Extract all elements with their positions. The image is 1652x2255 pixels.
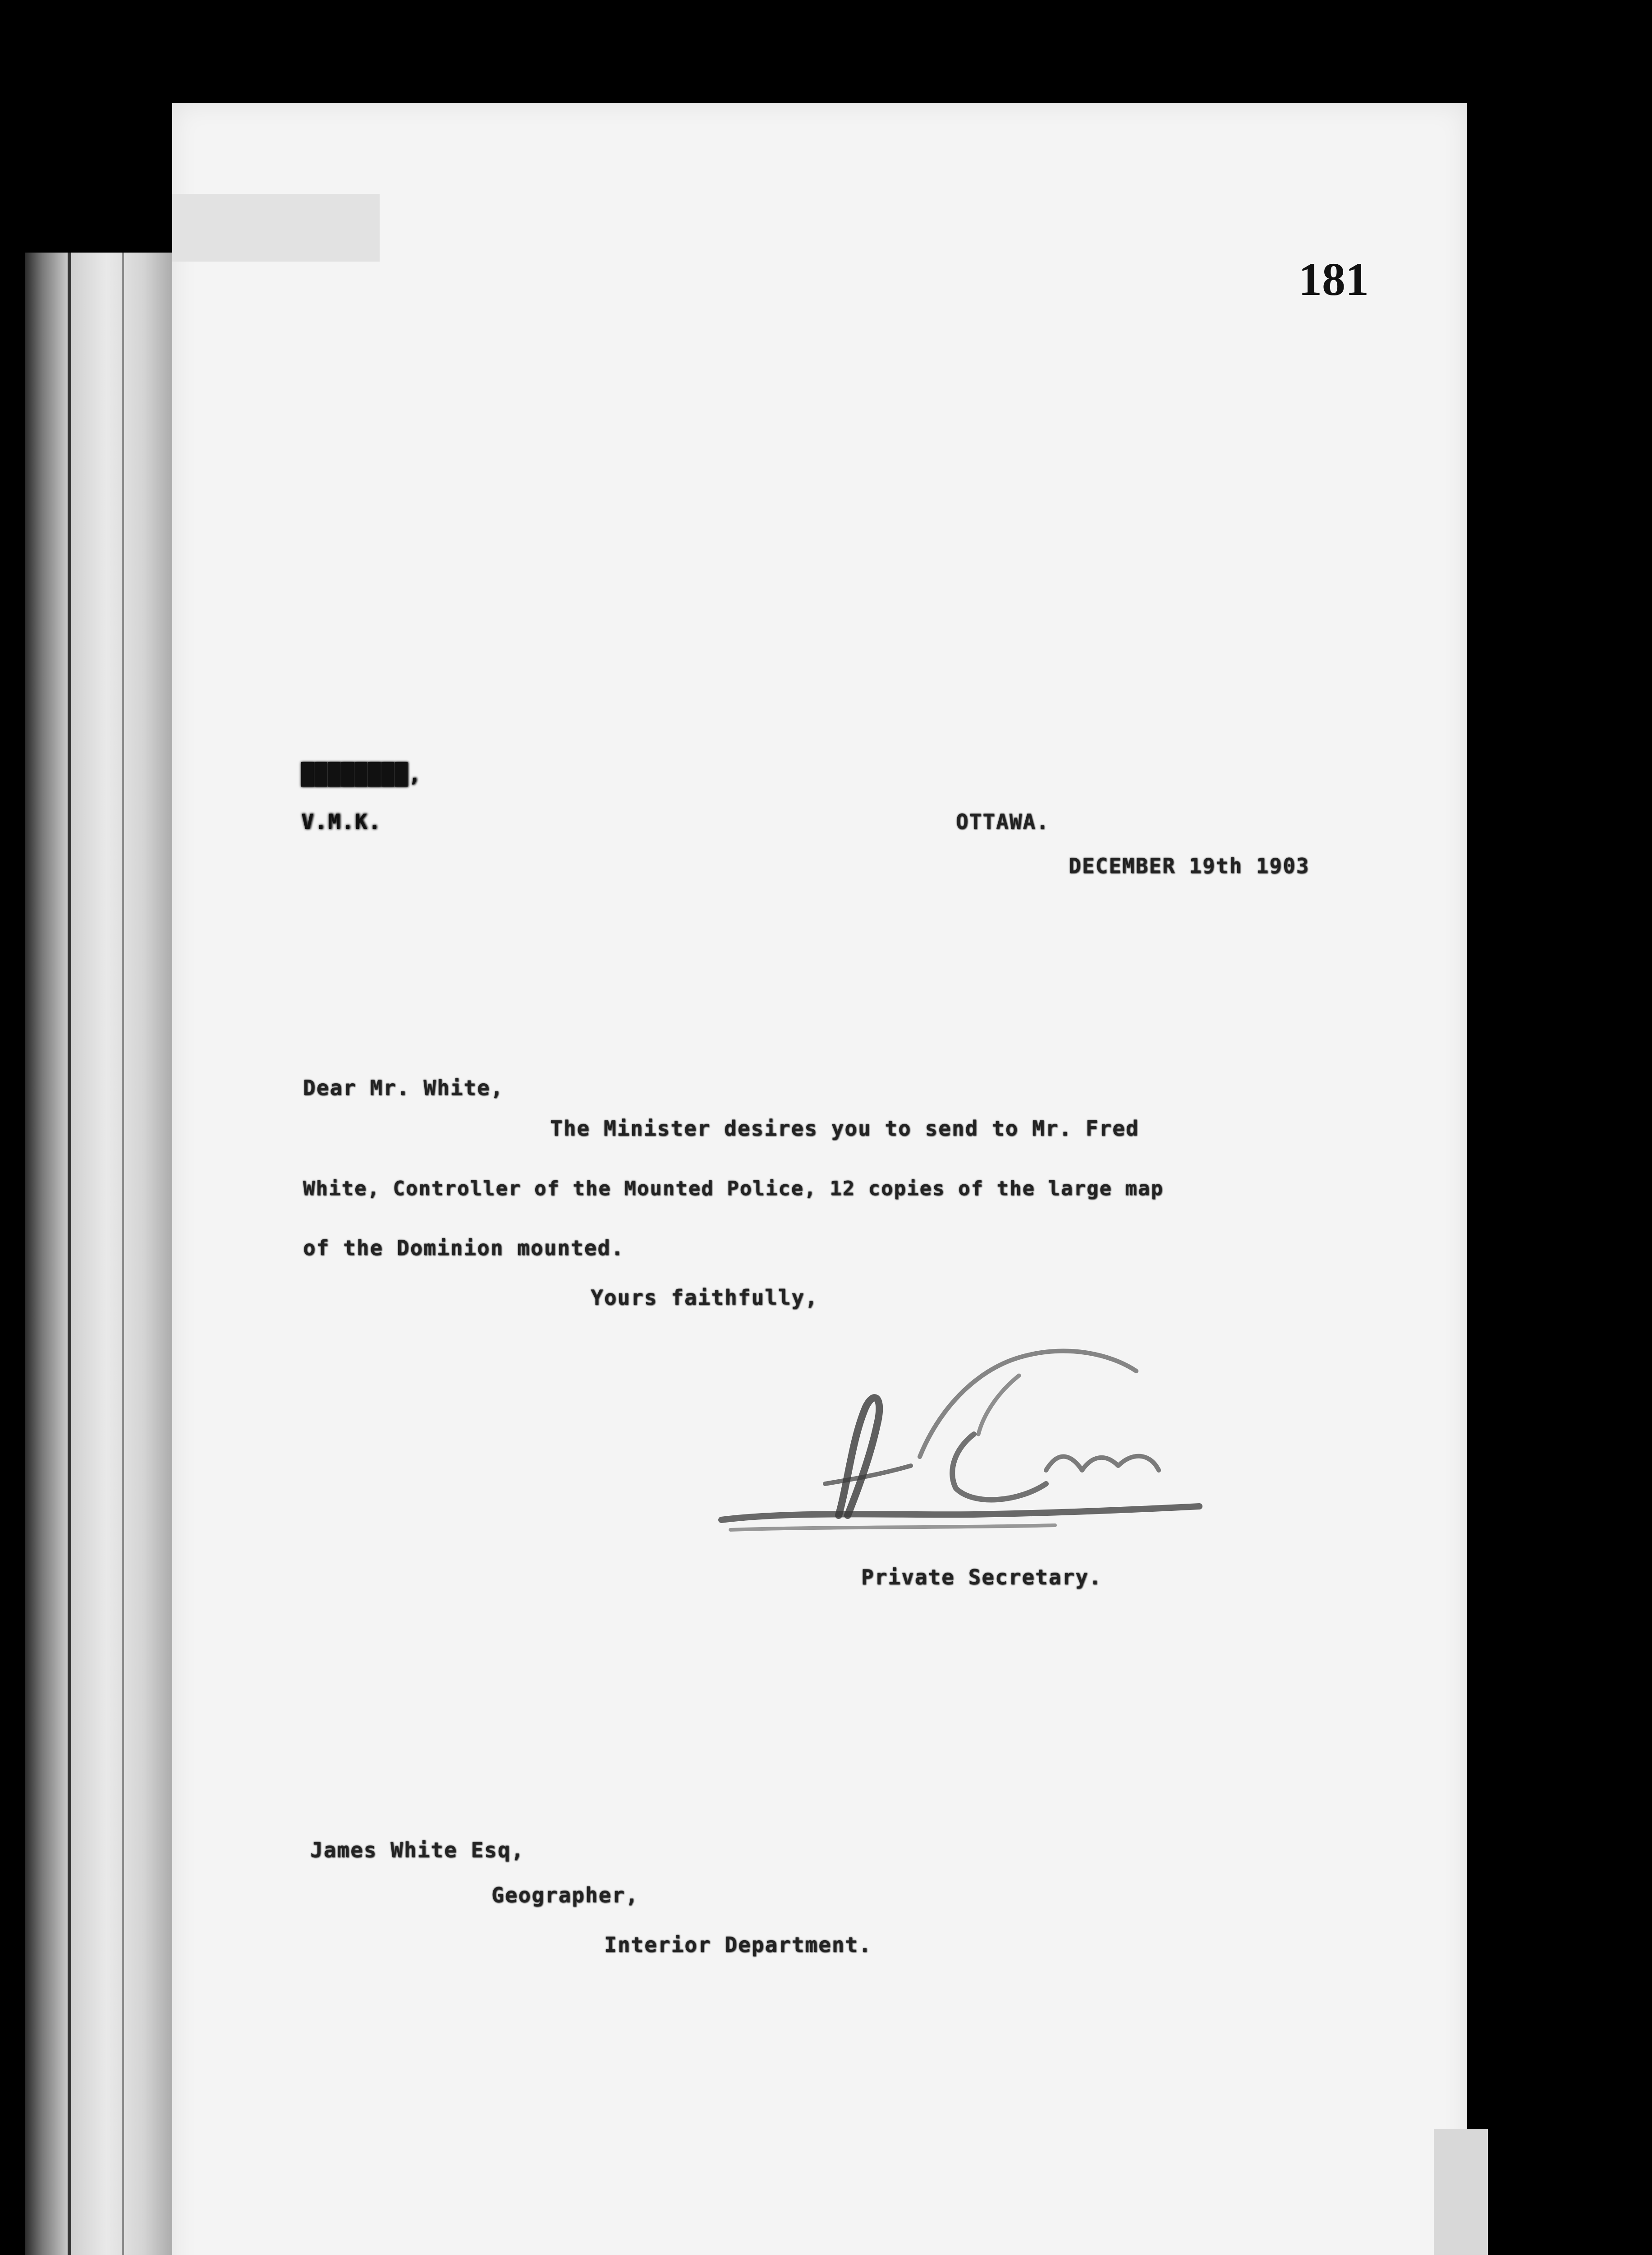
- page-fold: [1434, 2129, 1488, 2255]
- signatory-title: Private Secretary.: [861, 1565, 1102, 1589]
- reference-redacted: ████████,: [301, 762, 422, 787]
- city: OTTAWA.: [956, 810, 1050, 834]
- recipient-title: Geographer,: [491, 1883, 639, 1907]
- binding-strip: [25, 253, 174, 2255]
- handwritten-signature: [703, 1321, 1222, 1556]
- closing: Yours faithfully,: [591, 1285, 818, 1310]
- letter-date: DECEMBER 19th 1903: [1069, 854, 1310, 878]
- page-number: 181: [1299, 253, 1369, 305]
- binding-edge: [68, 253, 71, 2255]
- binding-edge: [122, 253, 124, 2255]
- reference-initials: V.M.K.: [301, 810, 382, 834]
- salutation: Dear Mr. White,: [303, 1076, 504, 1100]
- body-line: The Minister desires you to send to Mr. Fred: [550, 1116, 1139, 1141]
- recipient-department: Interior Department.: [604, 1933, 872, 1957]
- page-tab: [172, 194, 380, 262]
- body-line: White, Controller of the Mounted Police, 12 copies of the large map: [303, 1177, 1164, 1200]
- body-line: of the Dominion mounted.: [303, 1236, 624, 1260]
- recipient-name: James White Esq,: [310, 1838, 525, 1862]
